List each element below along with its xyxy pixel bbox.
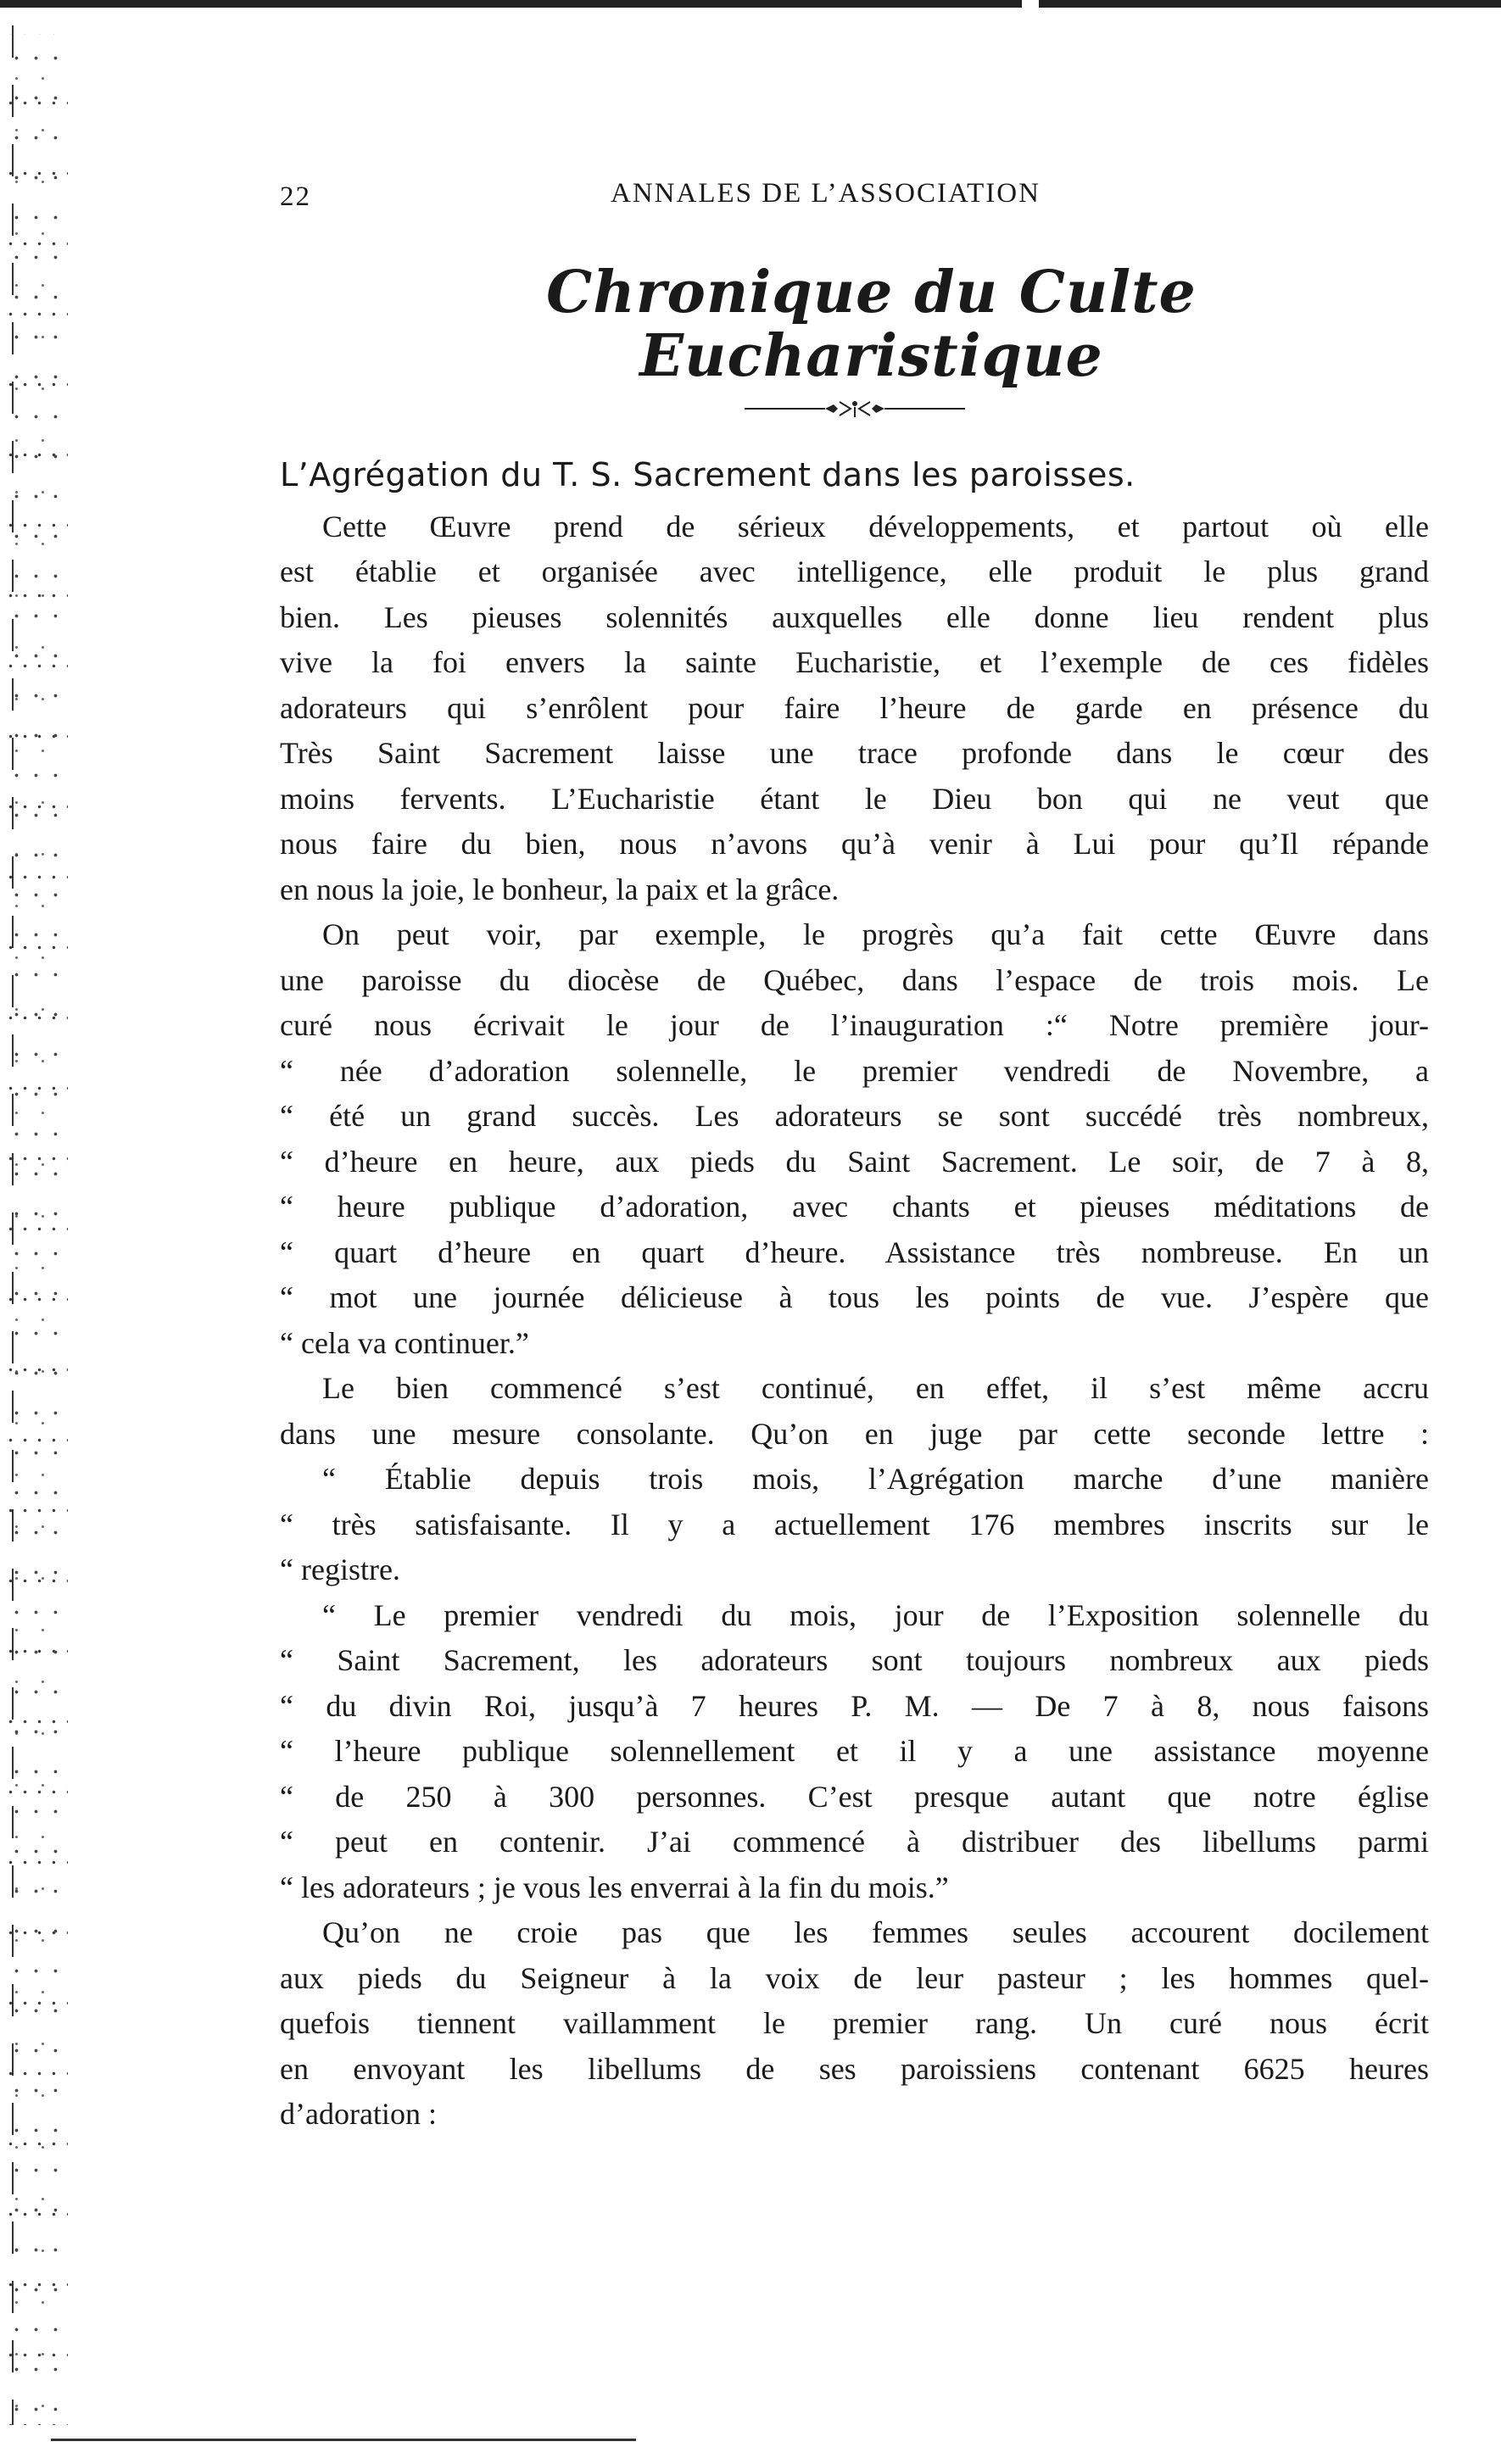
text-line: “ cela va continuer.” [280,1325,529,1360]
page-number: 22 [280,181,311,212]
text-line: On peut voir, par exemple, le progrès qu’a fait cette Œuvre dans [322,917,1429,952]
text-line: “ les adorateurs ; je vous les enverrai à la fin du mois.” [280,1870,949,1904]
text-line: “ de 250 à 300 personnes. C’est presque autant que notre église [280,1779,1429,1814]
text-line: “ du divin Roi, jusqu’à 7 heures P. M. — De 7 à 8, nous faisons [280,1688,1429,1723]
scan-bottom-rule [51,2439,636,2441]
text-line: “ d’heure en heure, aux pieds du Saint Sacrement. Le soir, de 7 à 8, [280,1144,1429,1179]
ornament-divider [745,392,965,426]
text-line: “ quart d’heure en quart d’heure. Assistance très nombreuse. En un [280,1235,1429,1269]
running-head [280,170,1429,220]
text-line: est établie et organisée avec intelligence, elle produit le plus grand [280,555,1429,589]
quote-paragraph-1 [280,1457,1429,1593]
text-line: adorateurs qui s’enrôlent pour faire l’heure de garde en présence du [280,690,1429,725]
text-line: quefois tiennent vaillamment le premier rang. Un curé nous écrit [280,2006,1429,2041]
scan-top-gap [1022,0,1039,10]
section-heading: L’Agrégation du T. S. Sacrement dans les paroisses. [280,455,1136,493]
scan-left-speckle [0,34,68,2425]
text-line: Qu’on ne croie pas que les femmes seules accourent docilement [322,1915,1429,1950]
text-line: dans une mesure consolante. Qu’on en juge par cette seconde lettre : [280,1416,1429,1451]
text-line: Le bien commencé s’est continué, en effet, il s’est même accru [322,1371,1429,1406]
paragraph-4 [280,1910,1429,2138]
text-line: en nous la joie, le bonheur, la paix et la grâce. [280,872,840,906]
text-line: Très Saint Sacrement laisse une trace profonde dans le cœur des [280,736,1429,771]
scan-top-edge [0,0,1501,12]
text-line: aux pieds du Seigneur à la voix de leur pasteur ; les hommes quel- [280,1960,1429,1995]
text-line: moins fervents. L’Eucharistie étant le Dieu bon qui ne veut que [280,781,1429,816]
text-line: “ Saint Sacrement, les adorateurs sont toujours nombreux aux pieds [280,1643,1429,1678]
text-line: “ l’heure publique solennellement et il y a une assistance moyenne [280,1734,1429,1769]
text-line: vive la foi envers la sainte Eucharistie, et l’exemple de ces fidèles [280,645,1429,680]
text-line: une paroisse du diocèse de Québec, dans l’espace de trois mois. Le [280,962,1429,997]
text-line: en envoyant les libellums de ses paroissiens contenant 6625 heures [280,2051,1429,2086]
text-line: bien. Les pieuses solennités auxquelles elle donne lieu rendent plus [280,599,1429,634]
body-text [280,505,1429,2138]
text-line: “ heure publique d’adoration, avec chants et pieuses méditations de [280,1190,1429,1224]
text-line: “ peut en contenir. J’ai commencé à distribuer des libellums parmi [280,1825,1429,1859]
text-line: “ mot une journée délicieuse à tous les points de vue. J’espère que [280,1280,1429,1315]
text-line: “ été un grand succès. Les adorateurs se sont succédé très nombreux, [280,1099,1429,1134]
text-line: “ très satisfaisante. Il y a actuellement 176 membres inscrits sur le [280,1507,1429,1541]
text-line: “ née d’adoration solennelle, le premier vendredi de Novembre, a [280,1053,1429,1088]
chronicle-title: Chronique du Culte Eucharistique [546,259,1197,390]
text-line: “ Établie depuis trois mois, l’Agrégation marche d’une manière [322,1462,1429,1497]
paragraph-2 [280,912,1429,1366]
text-line: d’adoration : [280,2097,437,2132]
paragraph-3 [280,1366,1429,1457]
paragraph-1 [280,505,1429,913]
journal-title: ANNALES DE L’ASSOCIATION [611,178,1041,209]
text-line: Cette Œuvre prend de sérieux développements, et partout où elle [322,509,1429,544]
text-line: curé nous écrivait le jour de l’inauguration :“ Notre première jour- [280,1008,1429,1043]
quote-paragraph-2 [280,1593,1429,1911]
text-line: “ registre. [280,1553,400,1587]
text-line: “ Le premier vendredi du mois, jour de l’Exposition solennelle du [322,1597,1429,1632]
page [280,170,1429,2138]
text-line: nous faire du bien, nous n’avons qu’à venir à Lui pour qu’Il répande [280,827,1429,861]
